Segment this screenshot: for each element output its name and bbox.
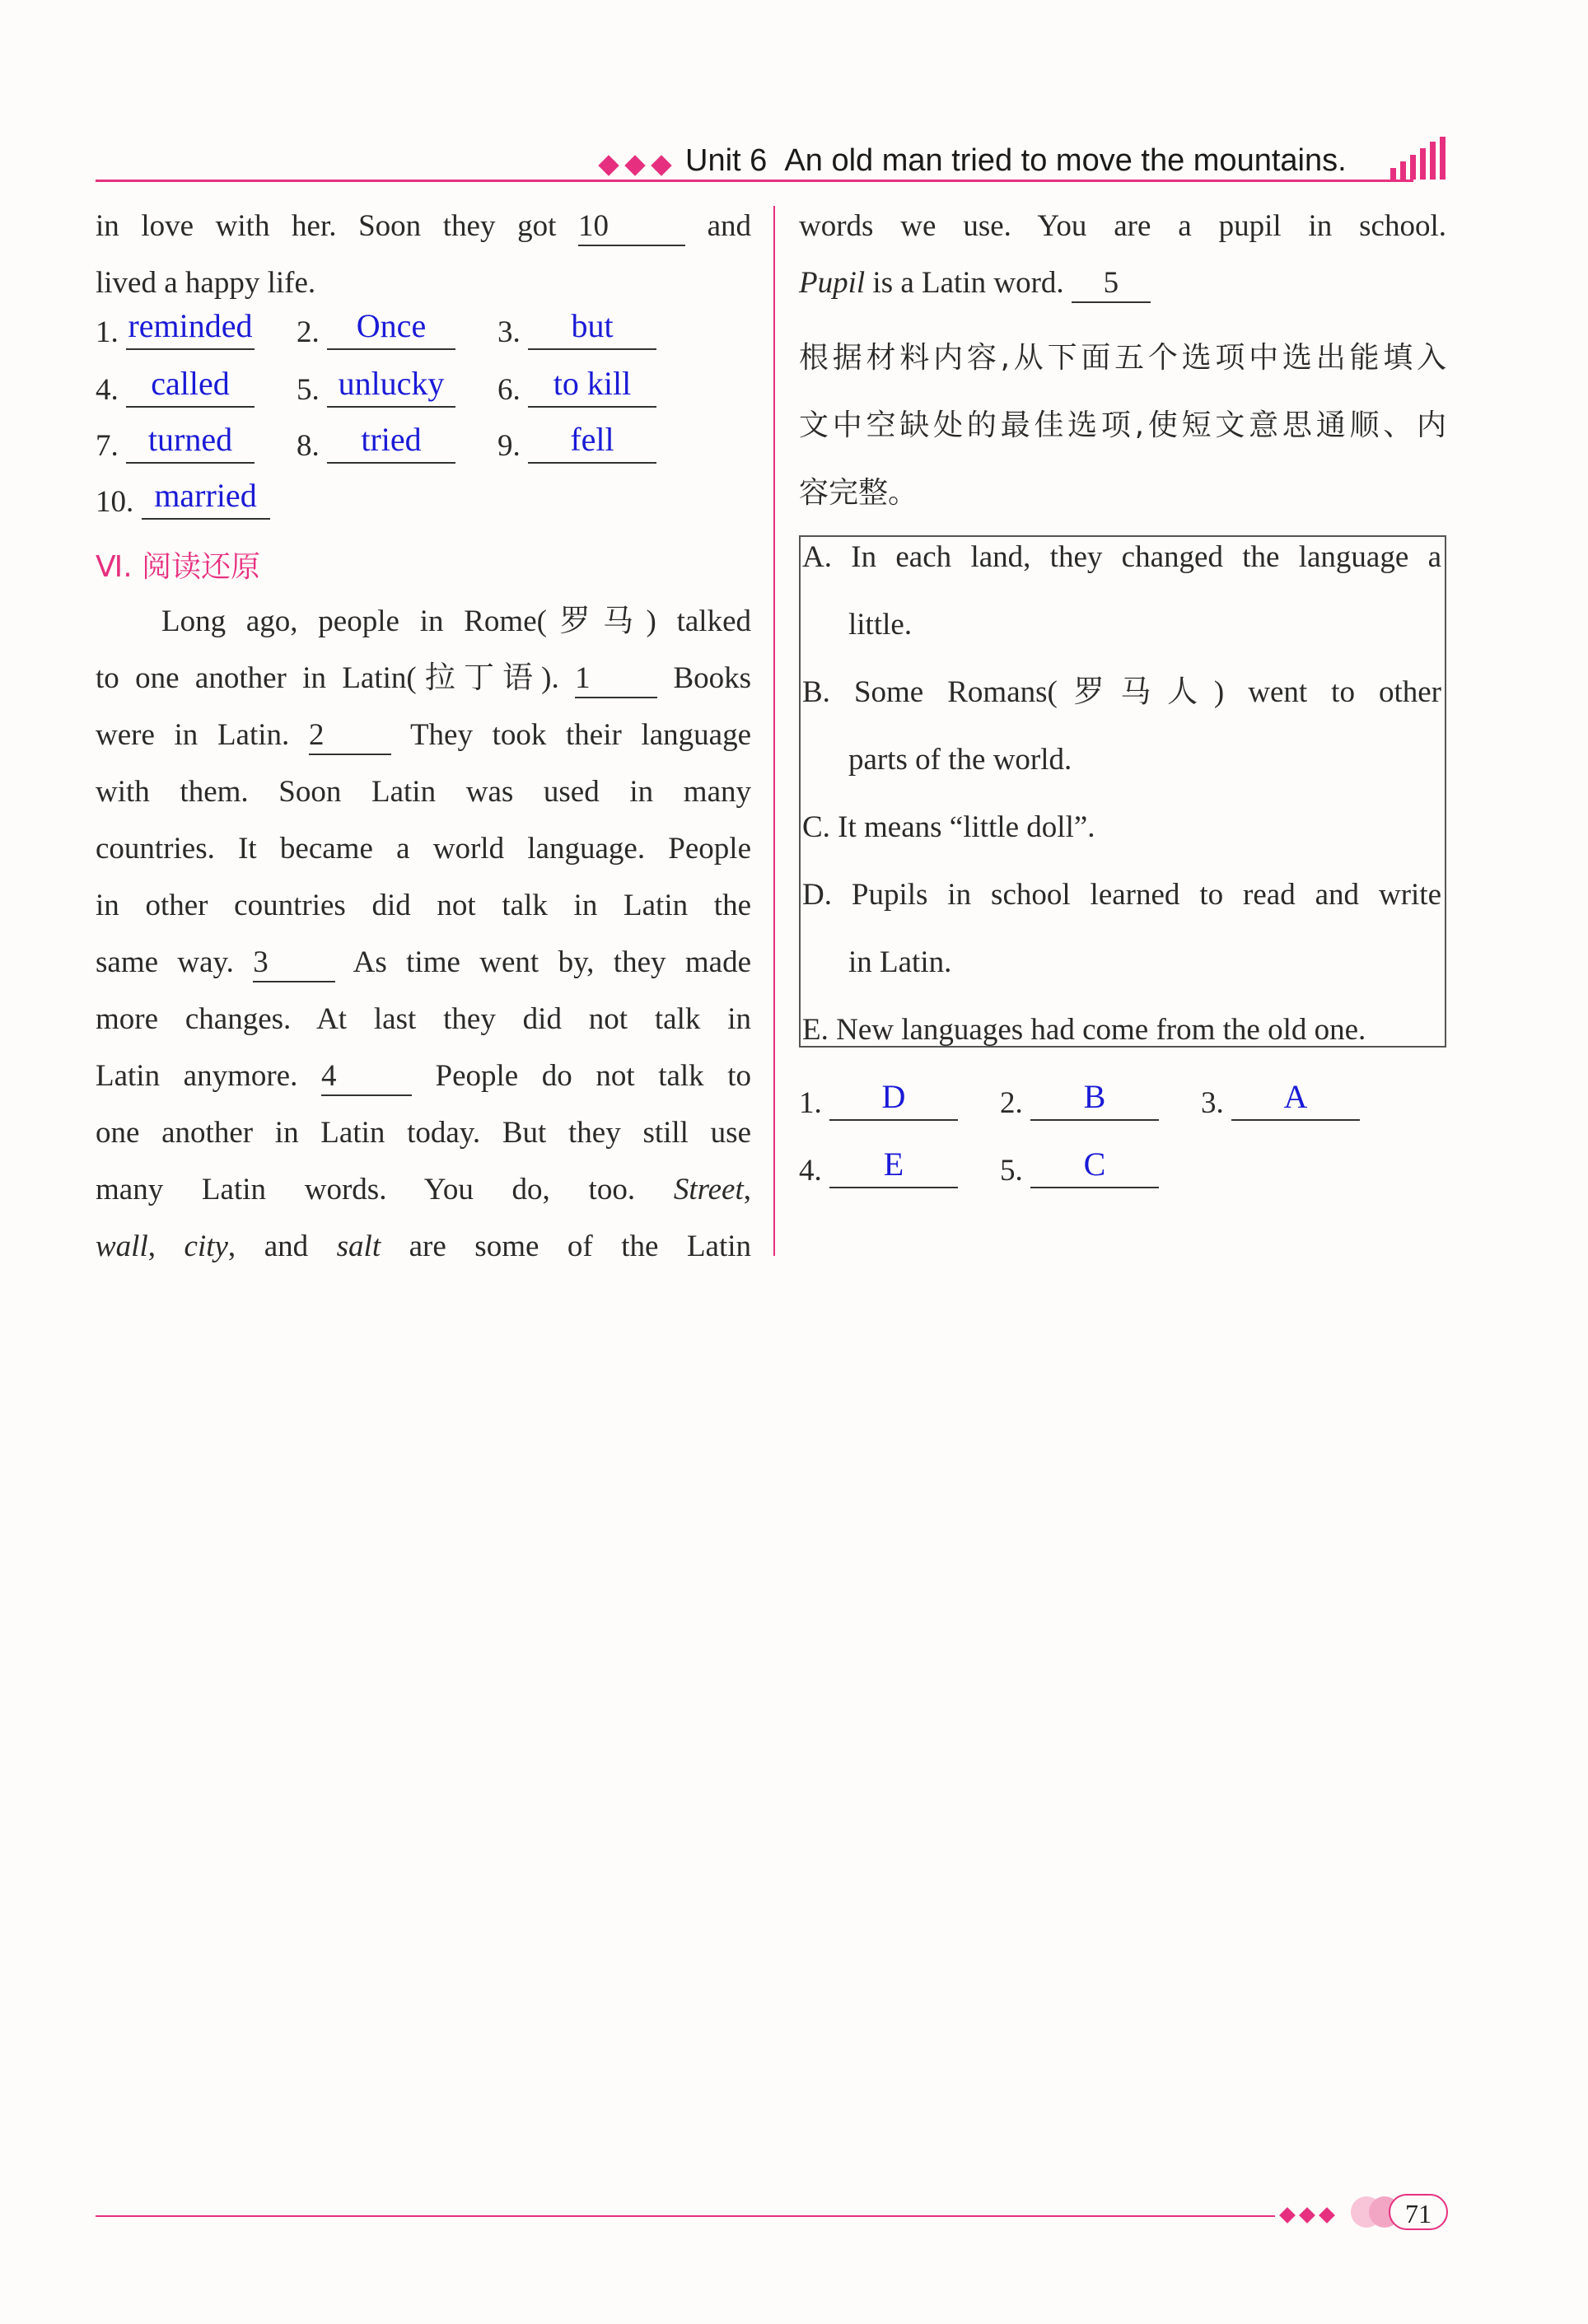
option-b-line-2: parts of the world. bbox=[848, 743, 1072, 777]
answer-item: 3. but bbox=[497, 306, 698, 350]
header-rule bbox=[96, 180, 1413, 182]
option-d-line-1: D. Pupils in school learned to read and write bbox=[802, 878, 1441, 912]
answer-item: 10. married bbox=[96, 476, 297, 520]
answer-row-3 bbox=[96, 420, 698, 464]
passage-line-5: countries. It became a world language. People bbox=[96, 832, 751, 866]
passage-line-10: one another in Latin today. But they still use bbox=[96, 1116, 751, 1150]
unit-title: An old man tried to move the mountains. bbox=[784, 143, 1347, 178]
answer-item: 1. reminded bbox=[96, 306, 297, 350]
answer-item: 9. fell bbox=[497, 420, 698, 464]
instruction-line-2: 文中空缺处的最佳选项,使短文意思通顺、内 bbox=[799, 408, 1446, 442]
answer-item: 2. B bbox=[1000, 1077, 1201, 1121]
right-answer-row-1 bbox=[799, 1077, 1402, 1121]
page-number: 71 bbox=[1389, 2194, 1448, 2230]
answer-blank: reminded bbox=[126, 306, 255, 350]
answer-blank: to kill bbox=[528, 364, 656, 408]
answer-row-2 bbox=[96, 364, 698, 408]
answer-item: 5. unlucky bbox=[297, 364, 497, 408]
blank-10: 10 bbox=[578, 211, 685, 246]
passage-line-9: Latin anymore. 4 People do not talk to bbox=[96, 1048, 751, 1104]
diamond-icon bbox=[624, 155, 645, 175]
answer-item: 3. A bbox=[1201, 1077, 1402, 1121]
passage-line-8: more changes. At last they did not talk in bbox=[96, 1002, 751, 1036]
option-d-line-2: in Latin. bbox=[848, 945, 952, 979]
passage-line-12: wall, city, and salt are some of the Latin bbox=[96, 1230, 752, 1263]
answer-blank: unlucky bbox=[327, 364, 455, 408]
passage-line-1: Long ago, people in Rome(罗马) talked bbox=[161, 604, 751, 638]
answer-row-4 bbox=[96, 476, 297, 520]
answer-item: 4. E bbox=[799, 1145, 1000, 1188]
instruction-line-3: 容完整。 bbox=[799, 476, 918, 510]
answer-item: 4. called bbox=[96, 364, 297, 408]
right-line-2: Pupil is a Latin word. 5 bbox=[799, 254, 1151, 311]
diamond-icon bbox=[651, 155, 671, 175]
bar-chart-icon bbox=[1389, 137, 1450, 180]
unit-label: Unit 6 bbox=[685, 143, 768, 178]
answer-blank: married bbox=[142, 476, 270, 520]
answer-item: 5. C bbox=[1000, 1145, 1201, 1188]
passage-line-11: many Latin words. You do, too. Street, bbox=[96, 1173, 751, 1206]
answer-blank: D bbox=[829, 1077, 958, 1121]
passage-line-7: same way. 3 As time went by, they made bbox=[96, 934, 751, 991]
diamond-icon bbox=[598, 155, 619, 175]
blank-5: 5 bbox=[1072, 268, 1151, 303]
option-a-line-1: A. In each land, they changed the language a bbox=[802, 540, 1441, 574]
answer-item: 6. to kill bbox=[497, 364, 698, 408]
intro-line-1: in love with her. Soon they got 10 and bbox=[96, 198, 751, 254]
answer-blank: tried bbox=[327, 420, 455, 464]
answer-blank: fell bbox=[528, 420, 656, 464]
option-e-line-1: E. New languages had come from the old one. bbox=[802, 1013, 1366, 1047]
intro-line-2: lived a happy life. bbox=[96, 266, 316, 300]
answer-blank: but bbox=[528, 306, 656, 350]
answer-item: 1. D bbox=[799, 1077, 1000, 1121]
answer-item: 2. Once bbox=[297, 306, 497, 350]
right-answer-row-2 bbox=[799, 1145, 1201, 1188]
answer-row-1 bbox=[96, 306, 698, 350]
answer-blank: E bbox=[829, 1145, 958, 1188]
section-title: Ⅵ. 阅读还原 bbox=[96, 550, 261, 584]
answer-item: 7. turned bbox=[96, 420, 297, 464]
option-c-line-1: C. It means “little doll”. bbox=[802, 810, 1095, 844]
diamond-icon bbox=[1299, 2207, 1315, 2224]
footer-rule bbox=[96, 2215, 1275, 2217]
passage-line-4: with them. Soon Latin was used in many bbox=[96, 775, 751, 809]
answer-blank: C bbox=[1030, 1145, 1159, 1188]
page-header-title bbox=[685, 143, 1347, 179]
blank-4: 4 bbox=[321, 1061, 412, 1096]
option-b-line-1: B. Some Romans(罗马人) went to other bbox=[802, 675, 1441, 709]
blank-2: 2 bbox=[309, 720, 391, 755]
passage-line-6: in other countries did not talk in Latin the bbox=[96, 889, 751, 922]
answer-blank: called bbox=[126, 364, 255, 408]
answer-item: 8. tried bbox=[297, 420, 497, 464]
option-a-line-2: little. bbox=[848, 608, 913, 642]
answer-blank: A bbox=[1231, 1077, 1360, 1121]
passage-line-2: to one another in Latin(拉丁语). 1 Books bbox=[96, 650, 751, 707]
right-line-1: words we use. You are a pupil in school. bbox=[799, 209, 1446, 243]
answer-blank: B bbox=[1030, 1077, 1159, 1121]
header-diamonds bbox=[600, 153, 682, 178]
instruction-line-1: 根据材料内容,从下面五个选项中选出能填入 bbox=[799, 341, 1446, 375]
answer-blank: turned bbox=[126, 420, 255, 464]
answer-blank: Once bbox=[327, 306, 455, 350]
diamond-icon bbox=[1319, 2207, 1335, 2224]
blank-1: 1 bbox=[575, 663, 657, 698]
passage-line-3: were in Latin. 2 They took their language bbox=[96, 707, 751, 763]
diamond-icon bbox=[1279, 2207, 1296, 2224]
column-divider bbox=[773, 206, 775, 1256]
blank-3: 3 bbox=[253, 947, 335, 982]
